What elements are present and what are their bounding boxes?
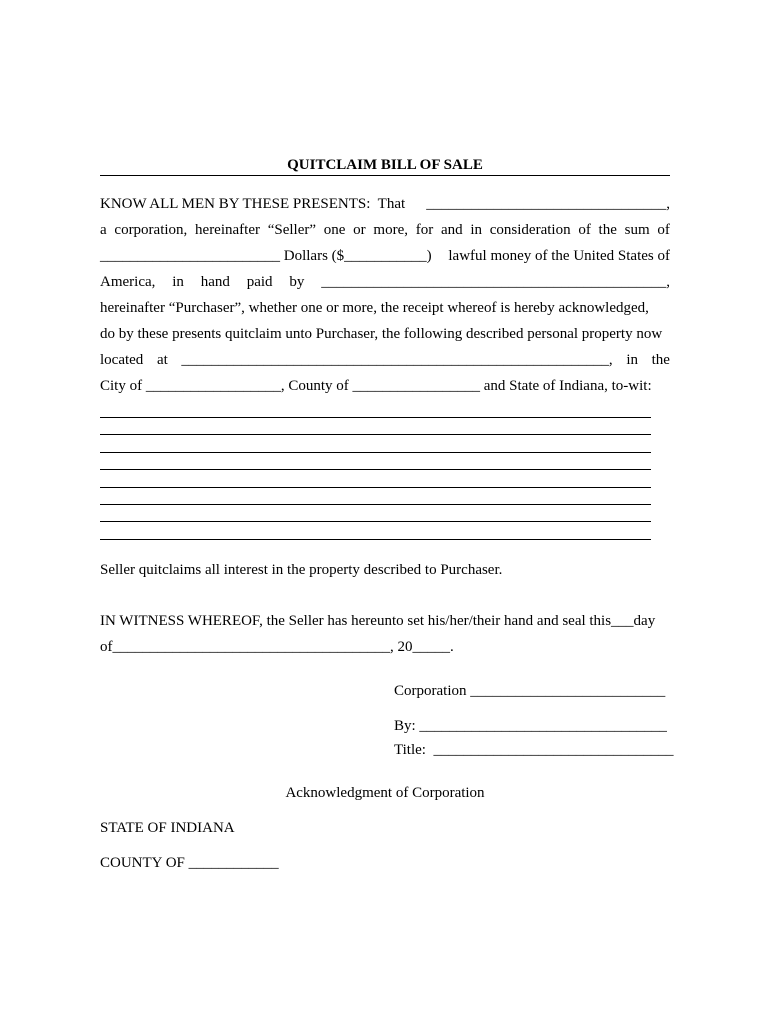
para1-line2-word-11: of bbox=[578, 222, 591, 238]
description-blank-line bbox=[100, 521, 651, 522]
para1-line2-word-13: sum bbox=[624, 222, 650, 238]
para1-line7-word-0: located bbox=[100, 352, 144, 368]
description-blank-line bbox=[100, 504, 651, 505]
description-blank-line bbox=[100, 469, 651, 470]
para1-line2-word-7: for bbox=[415, 222, 434, 238]
description-blank-line bbox=[100, 487, 651, 488]
para1-line5-text: hereinafter “Purchaser”, whether one or more, the receipt whereof is hereby acknowledged, bbox=[100, 300, 649, 316]
description-blank-line bbox=[100, 417, 651, 418]
para1-line2-word-10: consideration bbox=[489, 222, 571, 238]
para1-line3 bbox=[100, 247, 670, 265]
description-blank-line bbox=[100, 539, 651, 540]
para1-line1 bbox=[100, 195, 670, 213]
witness-line2: of_____________________________________, 20_____. bbox=[100, 639, 454, 655]
title-signature-line: Title: ________________________________ bbox=[394, 742, 674, 758]
witness-line1: IN WITNESS WHEREOF, the Seller has hereunto set his/her/their hand and seal this___day bbox=[100, 613, 656, 629]
para1-line4-word-3: paid bbox=[246, 274, 273, 290]
para1-line7-end-1: the bbox=[651, 352, 670, 368]
para1-line4-word-4: by bbox=[289, 274, 305, 290]
para1-line5 bbox=[100, 299, 670, 317]
para1-line2-word-12: the bbox=[598, 222, 617, 238]
para1-line2-word-4: one bbox=[323, 222, 346, 238]
para1-line3-right: lawful money of the United States of bbox=[448, 248, 670, 264]
para1-line2-word-5: or bbox=[353, 222, 366, 238]
para1-line6 bbox=[100, 325, 670, 343]
purchaser-name-blank: ______________________________________________, bbox=[321, 274, 670, 290]
seller-name-blank: ________________________________, bbox=[426, 196, 670, 212]
para1-line2 bbox=[100, 221, 670, 239]
para1-line7-word-1: at bbox=[156, 352, 168, 368]
para1-line2-word-6: more, bbox=[373, 222, 408, 238]
para1-line2-word-1: corporation, bbox=[114, 222, 188, 238]
by-signature-line: By: _________________________________ bbox=[394, 718, 667, 734]
para1-line2-word-14: of bbox=[657, 222, 670, 238]
county-line: COUNTY OF ____________ bbox=[100, 855, 279, 871]
para1-line8: City of __________________, County of _________________ and State of Indiana, to-wit: bbox=[100, 378, 652, 394]
para1-line7 bbox=[100, 351, 670, 369]
corporation-signature-line: Corporation __________________________ bbox=[394, 683, 666, 699]
document-title: QUITCLAIM BILL OF SALE bbox=[287, 157, 483, 173]
para1-line4-word-1: in bbox=[172, 274, 184, 290]
para1-line1-left: KNOW ALL MEN BY THESE PRESENTS: That bbox=[100, 196, 406, 212]
para1-line6-text: do by these presents quitclaim unto Purchaser, the following described personal property now bbox=[100, 326, 663, 342]
para1-line2-word-3: “Seller” bbox=[267, 222, 317, 238]
para1-line2-word-2: hereinafter bbox=[195, 222, 260, 238]
para1-line4 bbox=[100, 273, 670, 291]
dollars-blank: ________________________ Dollars ($___________) bbox=[100, 248, 432, 264]
para1-line2-word-0: a bbox=[100, 222, 107, 238]
title-underline bbox=[100, 175, 670, 176]
description-blank-line bbox=[100, 452, 651, 453]
state-line: STATE OF INDIANA bbox=[100, 820, 235, 836]
para1-line4-word-0: America, bbox=[100, 274, 156, 290]
description-blank-line bbox=[100, 434, 651, 435]
para1-line4-word-2: hand bbox=[200, 274, 230, 290]
location-blank: _________________________________________________________, bbox=[181, 352, 613, 368]
para1-line7-end-0: in bbox=[626, 352, 638, 368]
acknowledgment-heading: Acknowledgment of Corporation bbox=[285, 785, 485, 801]
para1-line2-word-9: in bbox=[470, 222, 483, 238]
para1-line2-word-8: and bbox=[440, 222, 463, 238]
quitclaim-statement: Seller quitclaims all interest in the property described to Purchaser. bbox=[100, 562, 503, 578]
